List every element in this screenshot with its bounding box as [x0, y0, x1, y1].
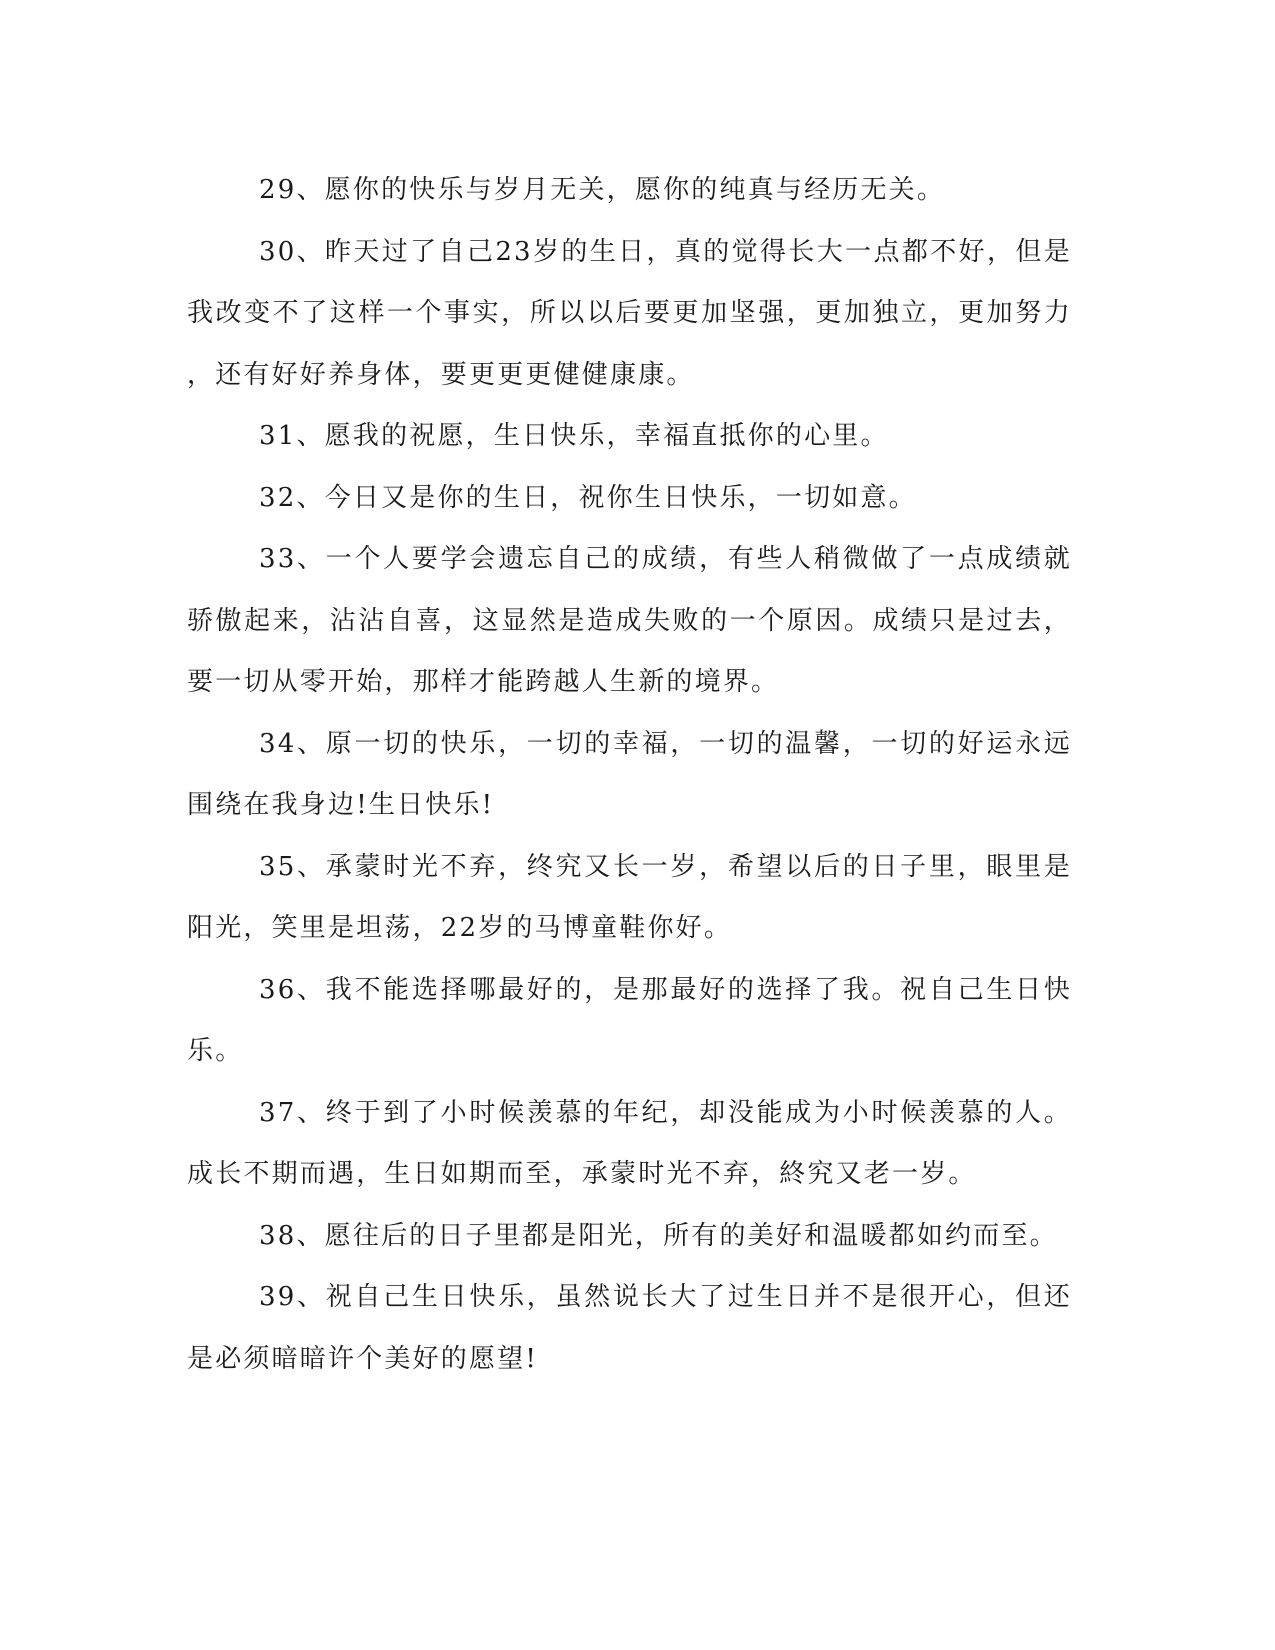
paragraph-39: 39、祝自己生日快乐，虽然说长大了过生日并不是很开心，但还是必须暗暗许个美好的愿望!	[187, 1282, 1072, 1374]
paragraph-35: 35、承蒙时光不弃，终究又长一岁，希望以后的日子里，眼里是阳光，笑里是坦荡，22岁的马博童鞋你好。	[187, 851, 1072, 943]
paragraph-36: 36、我不能选择哪最好的，是那最好的选择了我。祝自己生日快乐。	[187, 974, 1072, 1066]
paragraph-33: 33、一个人要学会遗忘自己的成绩，有些人稍微做了一点成绩就骄傲起来，沾沾自喜，这显然是造成失败的一个原因。成绩只是过去，要一切从零开始，那样才能跨越人生新的境界。	[187, 544, 1072, 697]
paragraph-34: 34、原一切的快乐，一切的幸福，一切的温馨，一切的好运永远围绕在我身边!生日快乐!	[187, 728, 1072, 820]
paragraph-38: 38、愿往后的日子里都是阳光，所有的美好和温暖都如约而至。	[259, 1220, 1058, 1251]
paragraph-32: 32、今日又是你的生日，祝你生日快乐，一切如意。	[259, 482, 917, 513]
document-body	[187, 160, 1072, 1390]
paragraph-31: 31、愿我的祝愿，生日快乐，幸福直抵你的心里。	[259, 421, 889, 451]
paragraph-30: 30、昨天过了自己23岁的生日，真的觉得长大一点都不好，但是我改变不了这样一个事实，所以以后要更加坚强，更加独立，更加努力，还有好好养身体，要更更更健健康康。	[187, 236, 1072, 390]
paragraph-37: 37、终于到了小时候羡慕的年纪，却没能成为小时候羡慕的人。成长不期而遇，生日如期而至，承蒙时光不弃，終究又老一岁。	[187, 1097, 1072, 1189]
paragraph-29: 29、愿你的快乐与岁月无关，愿你的纯真与经历无关。	[259, 175, 946, 205]
